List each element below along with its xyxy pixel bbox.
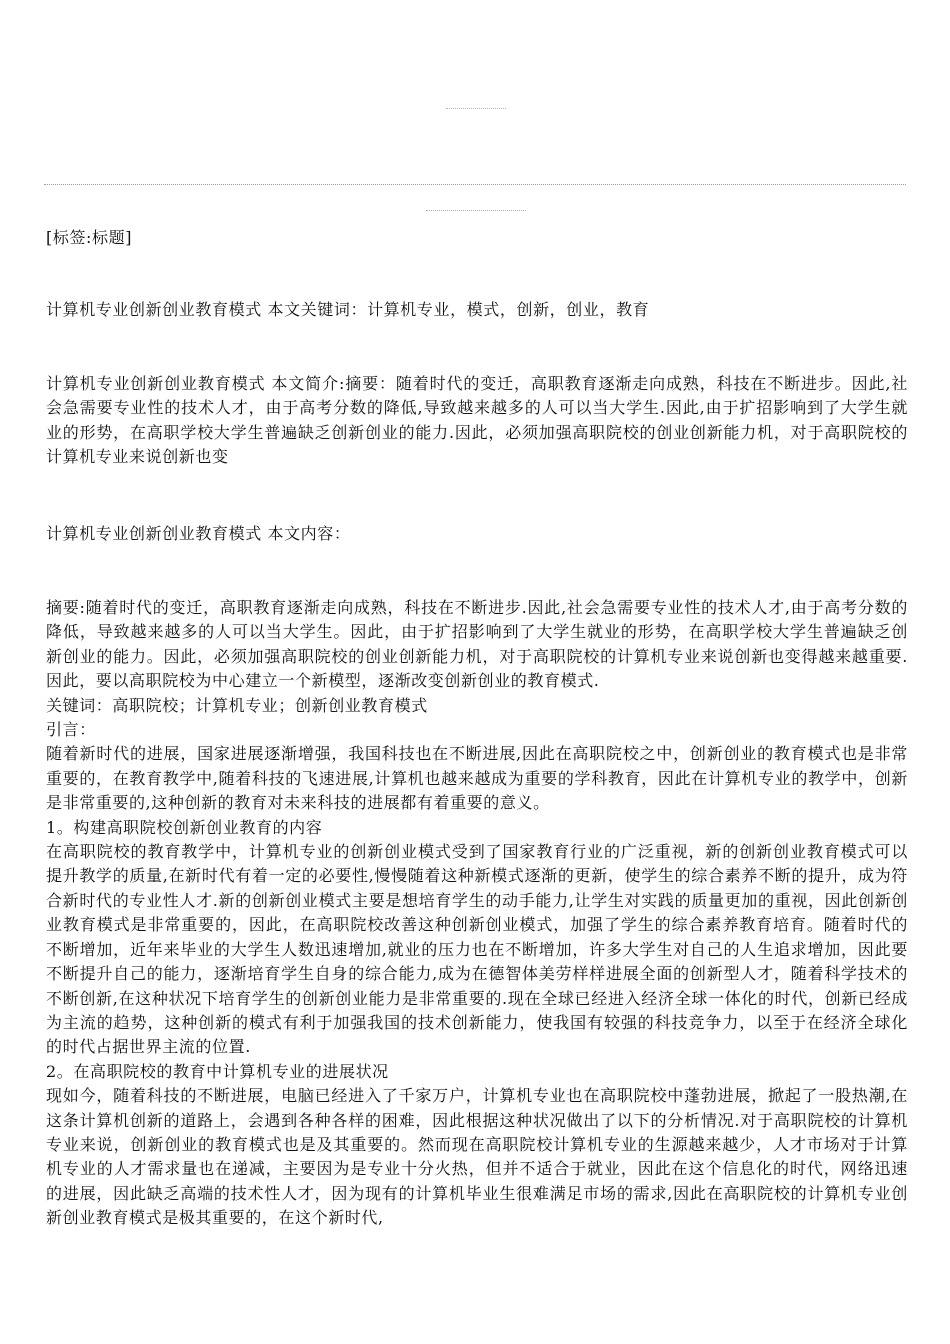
header-short-rule xyxy=(426,210,526,211)
article-body xyxy=(46,596,908,1231)
abstract-paragraph: 摘要:随着时代的变迁，高职教育逐渐走向成熟，科技在不断进步.因此,社会急需要专业性的技术人才,由于高考分数的降低，导致越来越多的人可以当大学生。因此，由于扩招影响到了大学生就业的形势，在高职学校大学生普遍缺乏创新创业的能力。因此，必须加强高职院校的创业创新能力机，对于高职院校的计算机专业来说创新也变得越来越重要.因此，要以高职院校为中心建立一个新模型，逐渐改变创新创业的教育模式. xyxy=(46,598,908,691)
keywords-paragraph: 关键词：高职院校；计算机专业；创新创业教育模式 xyxy=(46,695,428,715)
tag-line: [标签:标题] xyxy=(46,228,133,247)
section-2-text: 现如今，随着科技的不断进展，电脑已经进入了千家万户，计算机专业也在高职院校中蓬勃进展，掀起了一股热潮,在这条计算机创新的道路上，会遇到各种各样的困难，因此根据这种状况做出了以下的分析情况.对于高职院校的计算机专业来说，创新创业的教育模式也是及其重要的。然而现在高职院校计算机专业的生源越来越少，人才市场对于计算机专业的人才需求量也在递减，主要因为是专业十分火热，但并不适合于就业，因此在这个信息化的时代，网络迅速的进展，因此缺乏高端的技术性人才，因为现有的计算机毕业生很难满足市场的需求,因此在高职院校的计算机专业创新创业教育模式是极其重要的，在这个新时代, xyxy=(46,1086,908,1228)
content-heading: 计算机专业创新创业教育模式 本文内容： xyxy=(46,524,351,543)
keywords-line: 计算机专业创新创业教育模式 本文关键词：计算机专业，模式，创新，创业，教育 xyxy=(46,300,650,319)
intro-text: 随着新时代的进展，国家进展逐渐增强，我国科技也在不断进展,因此在高职院校之中，创新创业的教育模式也是非常重要的，在教育教学中,随着科技的飞速进展,计算机也越来越成为重要的学科教育，因此在计算机专业的教学中，创新是非常重要的,这种创新的教育对未来科技的进展都有着重要的意义。 xyxy=(46,744,908,813)
intro-heading: 引言： xyxy=(46,720,96,740)
intro-paragraph: 计算机专业创新创业教育模式 本文简介:摘要：随着时代的变迁，高职教育逐渐走向成熟，科技在不断进步。因此,社会急需要专业性的技术人才，由于高考分数的降低,导致越来越多的人可以当大学生.因此,由于扩招影响到了大学生就业的形势，在高职学校大学生普遍缺乏创新创业的能力.因此，必须加强高职院校的创业创新能力机，对于高职院校的计算机专业来说创新也变 xyxy=(46,374,908,467)
section-2-heading: 2。在高职院校的教育中计算机专业的进展状况 xyxy=(46,1061,389,1081)
header-rule xyxy=(44,184,906,185)
header-mark xyxy=(446,108,506,109)
section-1-heading: 1。构建高职院校创新创业教育的内容 xyxy=(46,817,323,837)
section-1-text: 在高职院校的教育教学中，计算机专业的创新创业模式受到了国家教育行业的广泛重视，新的创新创业教育模式可以提升教学的质量,在新时代有着一定的必要性,慢慢随着这种新模式逐渐的更新，使学生的综合素养不断的提升，成为符合新时代的专业性人才.新的创新创业模式主要是想培育学生的动手能力,让学生对实践的质量更加的重视，因此创新创业教育模式是非常重要的，因此，在高职院校改善这种创新创业模式，加强了学生的综合素养教育培育。随着时代的不断增加，近年来毕业的大学生人数迅速增加,就业的压力也在不断增加，许多大学生对自己的人生追求增加，因此要不断提升自己的能力，逐渐培育学生自身的综合能力,成为在德智体美劳样样进展全面的创新型人才，随着科学技术的不断创新,在这种状况下培育学生的创新创业能力是非常重要的.现在全球已经进入经济全球一体化的时代，创新已经成为主流的趋势，这种创新的模式有利于加强我国的技术创新能力，使我国有较强的科技竞争力，以至于在经济全球化的时代占据世界主流的位置. xyxy=(46,842,908,1057)
